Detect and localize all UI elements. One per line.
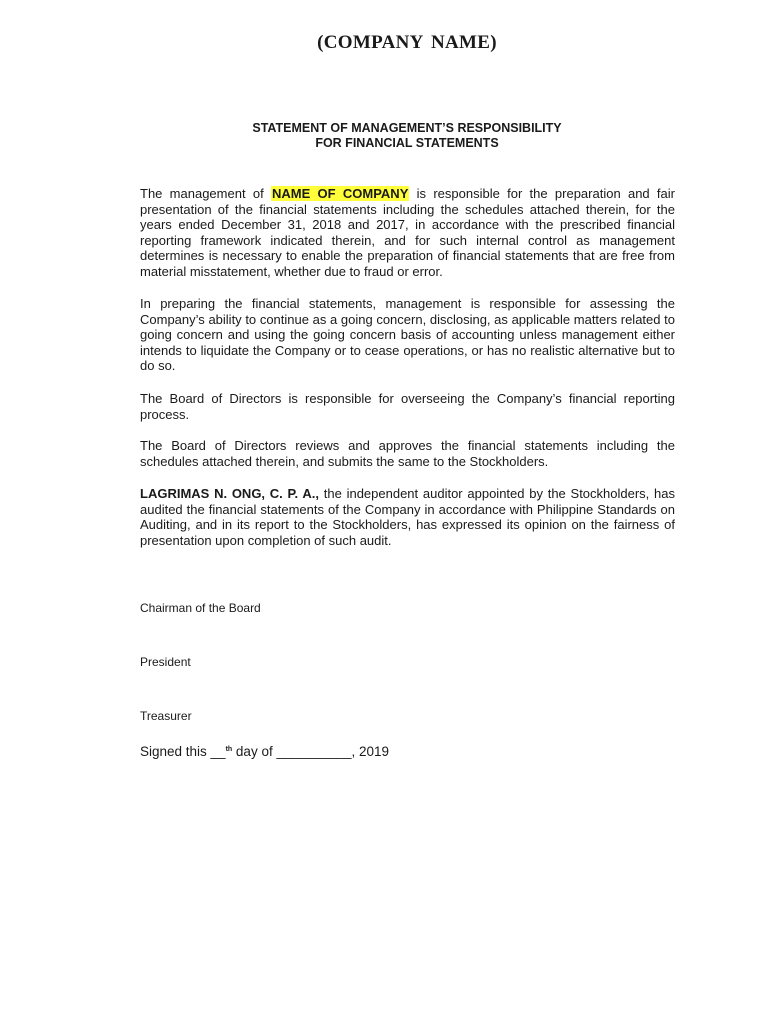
paragraph1-rest: is responsible for the preparation and fair presentation of the financial statements including the schedules attached therein, for the years ended December 31, 2018 and 2017, in accordance with the prescribed financial reporting framework indicated therein, and for such internal control as management determines is necessary to enable the preparation of financial statements that are free from material misstatement, whether due to fraud or error. (140, 186, 675, 279)
paragraph1-lead: The management of (140, 186, 271, 201)
company-name-placeholder: NAME OF COMPANY (271, 186, 409, 201)
signed-suffix: day of __________, 2019 (232, 744, 390, 759)
signatory-chairman: Chairman of the Board (140, 601, 261, 615)
statement-heading-line1: STATEMENT OF MANAGEMENT’S RESPONSIBILITY (252, 121, 562, 135)
paragraph-management-responsibility (140, 186, 675, 280)
statement-heading-line2: FOR FINANCIAL STATEMENTS (315, 136, 499, 150)
paragraph-going-concern: In preparing the financial statements, management is responsible for assessing the Company’s ability to continue as a going concern, disclosing, as applicable matters related to going concern and using the going concern basis of accounting unless management either intends to liquidate the Company or to cease operations, or has no realistic alternative but to do so. (140, 296, 675, 374)
signatory-president: President (140, 655, 191, 669)
signed-date-line (140, 744, 389, 759)
signatory-treasurer: Treasurer (140, 709, 192, 723)
auditor-text: the independent auditor appointed by the Stockholders, has audited the financial statements of the Company in accordance with Philippine Standards on Auditing, and in its report to the Stockholders, has expressed its opinion on the fairness of presentation upon completion of such audit. (140, 486, 675, 548)
paragraph-board-approval: The Board of Directors reviews and approves the financial statements including the schedules attached therein, and submits the same to the Stockholders. (140, 438, 675, 469)
signed-superscript: th (225, 746, 233, 753)
signed-prefix: Signed this __ (140, 744, 226, 759)
paragraph-auditor (140, 486, 675, 548)
company-title: (COMPANY NAME) (317, 32, 497, 53)
paragraph-board-oversight: The Board of Directors is responsible for overseeing the Company’s financial reporting process. (140, 391, 675, 422)
auditor-name: LAGRIMAS N. ONG, C. P. A., (140, 486, 320, 501)
